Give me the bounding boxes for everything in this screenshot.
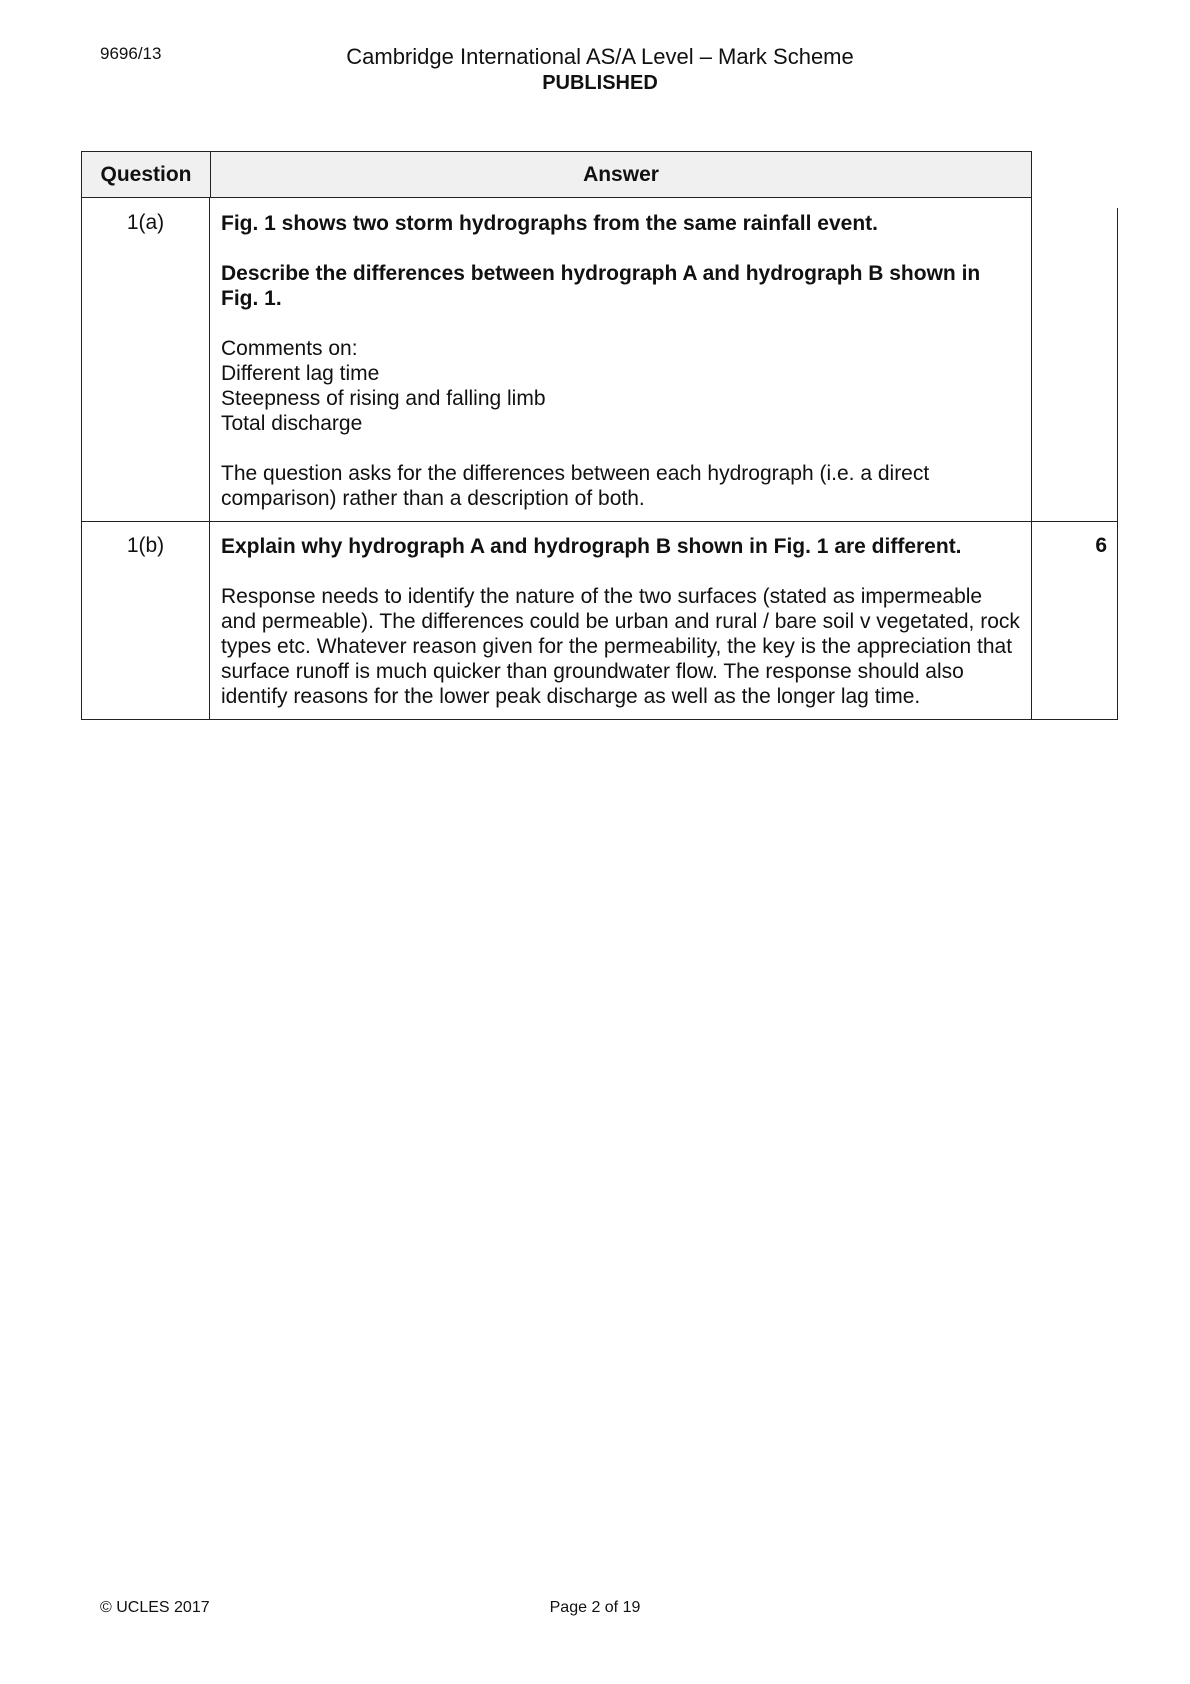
column-header-question: Question bbox=[82, 152, 211, 197]
question-number: 1(a) bbox=[126, 211, 165, 234]
comments-heading: Comments on: bbox=[221, 337, 358, 360]
table-header-row bbox=[81, 151, 1032, 198]
table-row bbox=[81, 198, 1118, 521]
marking-guidance: Response needs to identify the nature of the two surfaces (stated as impermeable and permeable). The differences could be urban and rural / bare soil v vegetated, rock types etc. Whatever reason given for the permeability, the key is the appreciation that surface runoff is much quicker than groundwater flow. The response should also identify reasons for the lower peak discharge as well as the longer lag time. bbox=[221, 585, 1020, 708]
marks-cell: 6 bbox=[1095, 534, 1107, 557]
header-title: Cambridge International AS/A Level – Mark Scheme bbox=[346, 44, 854, 69]
table-border-bottom bbox=[81, 719, 1118, 720]
comment-item: Different lag time bbox=[221, 362, 380, 385]
footer-page-number: Page 2 of 19 bbox=[549, 1599, 641, 1616]
page-header bbox=[300, 43, 900, 96]
comment-item: Total discharge bbox=[221, 412, 363, 435]
column-divider bbox=[209, 198, 210, 719]
comment-item: Steepness of rising and falling limb bbox=[221, 387, 546, 410]
doc-code: 9696/13 bbox=[100, 44, 162, 63]
question-number: 1(b) bbox=[126, 534, 165, 557]
question-prompt: Explain why hydrograph A and hydrograph B shown in Fig. 1 are different. bbox=[221, 535, 962, 558]
column-header-answer: Answer bbox=[583, 162, 659, 186]
column-divider bbox=[1031, 198, 1032, 719]
question-prompt: Fig. 1 shows two storm hydrographs from the same rainfall event. bbox=[221, 212, 878, 235]
table-border-right bbox=[1117, 208, 1118, 719]
header-status: PUBLISHED bbox=[542, 72, 658, 94]
question-task: Describe the differences between hydrograph A and hydrograph B shown in Fig. 1. bbox=[221, 262, 981, 310]
table-border-left bbox=[81, 198, 82, 719]
table-row bbox=[81, 521, 1118, 719]
answer-cell bbox=[210, 198, 1032, 521]
footer-copyright: © UCLES 2017 bbox=[100, 1599, 210, 1616]
examiner-note: The question asks for the differences between each hydrograph (i.e. a direct comparison) rather than a description of both. bbox=[221, 462, 930, 510]
table-body bbox=[81, 198, 1118, 719]
answer-cell bbox=[210, 521, 1032, 719]
marks-cell bbox=[1032, 198, 1118, 211]
row-divider bbox=[81, 521, 1118, 522]
